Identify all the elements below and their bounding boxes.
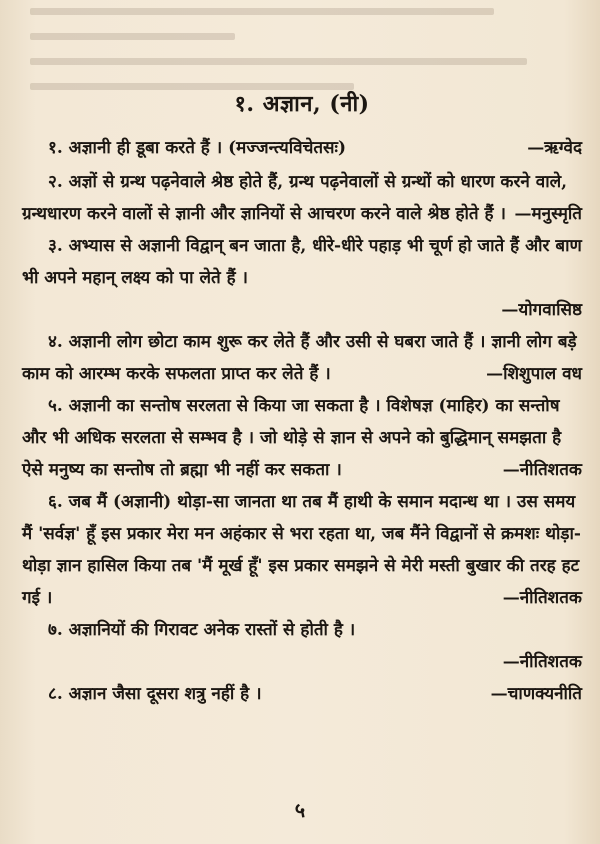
section-heading: १. अज्ञान, (नी)	[234, 91, 370, 117]
quote-text: २. अज्ञों से ग्रन्थ पढ़नेवाले श्रेष्ठ होते हैं, ग्रन्थ पढ़नेवालों से ग्रन्थों को धारण करने वाले, ग्रन्थधारण करने वालों से ज्ञानी और ज्ञानियों से आचरण करने वाले श्रेष्ठ होते हैं ।	[22, 172, 568, 224]
quote-source: —नीतिशतक	[502, 588, 582, 608]
quote-entry-4	[22, 326, 582, 390]
quote-entry-6	[22, 486, 582, 614]
show-through-text	[30, 2, 570, 92]
quote-source: —नीतिशतक	[502, 460, 582, 480]
quote-source: —नीतिशतक	[502, 652, 582, 672]
quote-text: ८. अज्ञान जैसा दूसरा शत्रु नहीं है ।	[48, 684, 262, 704]
quote-text: ३. अभ्यास से अज्ञानी विद्वान् बन जाता है, धीरे-धीरे पहाड़ भी चूर्ण हो जाते हैं और बाण भी अपने महान् लक्ष्य को पा लेते हैं ।	[22, 236, 582, 288]
quote-entry-1	[22, 132, 582, 166]
quote-text: ६. जब मैं (अज्ञानी) थोड़ा-सा जानता था तब मैं हाथी के समान मदान्ध था । उस समय मैं 'सर्वज्ञ' हूँ इस प्रकार मेरा मन अहंकार से भरा रहता था, जब मैंने विद्वानों से क्रमशः थोड़ा-थोड़ा ज्ञान हासिल किया तब 'मैं मूर्ख हूँ' इस प्रकार समझने से मेरी मस्ती बुखार की तरह हट गई ।	[22, 492, 581, 608]
quote-source: —ऋग्वेद	[527, 138, 582, 158]
quote-entry-2	[22, 166, 582, 230]
page-content	[22, 88, 582, 710]
quote-entry-5	[22, 390, 582, 486]
quote-source: —मनुस्मृति	[514, 204, 582, 224]
quote-source: —चाणक्यनीति	[490, 684, 582, 704]
quote-text: ५. अज्ञानी का सन्तोष सरलता से किया जा सकता है । विशेषज्ञ (माहिर) का सन्तोष और भी अधिक सरलता से सम्भव है । जो थोड़े से ज्ञान से अपने को बुद्धिमान् समझता है ऐसे मनुष्य का सन्तोष तो ब्रह्मा भी नहीं कर सकता ।	[22, 396, 562, 480]
page-number: ५	[294, 798, 306, 822]
quote-entry-7	[22, 614, 582, 678]
quote-text: ७. अज्ञानियों की गिरावट अनेक रास्तों से होती है ।	[48, 620, 356, 640]
quote-text: ४. अज्ञानी लोग छोटा काम शुरू कर लेते हैं और उसी से घबरा जाते हैं । ज्ञानी लोग बड़े काम को आरम्भ करके सफलता प्राप्त कर लेते हैं ।	[22, 332, 577, 384]
quote-entry-8	[22, 678, 582, 710]
quote-entry-3	[22, 230, 582, 326]
quote-source: —योगवासिष्ठ	[501, 300, 582, 320]
quote-text: १. अज्ञानी ही डूबा करते हैं । (मज्जन्त्यविचेतसः)	[48, 138, 347, 158]
quote-source: —शिशुपाल वध	[486, 364, 582, 384]
